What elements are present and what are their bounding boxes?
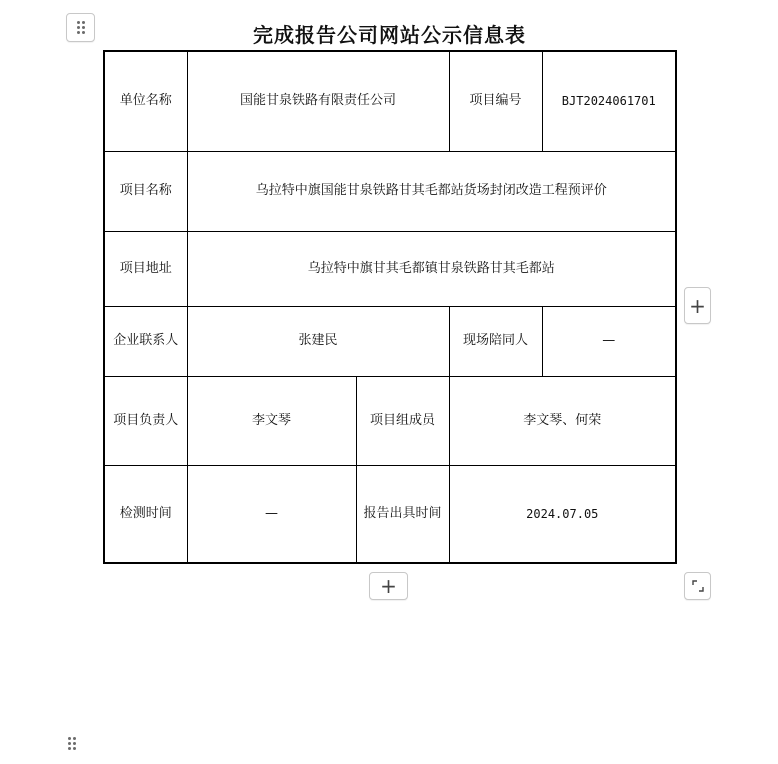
table-row <box>104 306 676 376</box>
block-drag-handle[interactable] <box>66 13 95 42</box>
add-row-button[interactable] <box>369 572 408 600</box>
resize-table-button[interactable] <box>684 572 711 600</box>
add-column-button[interactable] <box>684 287 711 324</box>
info-table <box>103 50 677 564</box>
cell-label-unit[interactable]: 单位名称 <box>104 51 187 151</box>
cell-label-team-members[interactable]: 项目组成员 <box>356 376 449 465</box>
grip-dots-icon <box>77 21 85 34</box>
table-row <box>104 376 676 465</box>
resize-corner-icon <box>692 580 704 592</box>
cell-value-onsite-escort[interactable]: — <box>542 306 676 376</box>
block-drag-handle-bottom[interactable] <box>68 737 76 750</box>
cell-value-project-no[interactable]: BJT2024061701 <box>542 51 676 151</box>
table-row <box>104 231 676 306</box>
cell-label-report-time[interactable]: 报告出具时间 <box>356 465 449 563</box>
plus-icon: + <box>380 574 397 598</box>
cell-value-report-time[interactable]: 2024.07.05 <box>449 465 676 563</box>
cell-label-test-time[interactable]: 检测时间 <box>104 465 187 563</box>
cell-label-project-address[interactable]: 项目地址 <box>104 231 187 306</box>
grip-dots-icon <box>68 737 76 750</box>
cell-value-project-name[interactable]: 乌拉特中旗国能甘泉铁路甘其毛都站货场封闭改造工程预评价 <box>187 151 676 231</box>
cell-value-project-leader[interactable]: 李文琴 <box>187 376 356 465</box>
plus-icon: + <box>689 293 706 318</box>
cell-value-team-members[interactable]: 李文琴、何荣 <box>449 376 676 465</box>
table-row <box>104 51 676 151</box>
cell-label-onsite-escort[interactable]: 现场陪同人 <box>449 306 542 376</box>
cell-label-contact[interactable]: 企业联系人 <box>104 306 187 376</box>
cell-value-test-time[interactable]: — <box>187 465 356 563</box>
table-row <box>104 465 676 563</box>
document-title: 完成报告公司网站公示信息表 <box>253 23 526 47</box>
cell-value-project-address[interactable]: 乌拉特中旗甘其毛都镇甘泉铁路甘其毛都站 <box>187 231 676 306</box>
cell-label-project-leader[interactable]: 项目负责人 <box>104 376 187 465</box>
cell-label-project-no[interactable]: 项目编号 <box>449 51 542 151</box>
cell-value-contact[interactable]: 张建民 <box>187 306 449 376</box>
cell-label-project-name[interactable]: 项目名称 <box>104 151 187 231</box>
table-row <box>104 151 676 231</box>
cell-value-unit[interactable]: 国能甘泉铁路有限责任公司 <box>187 51 449 151</box>
